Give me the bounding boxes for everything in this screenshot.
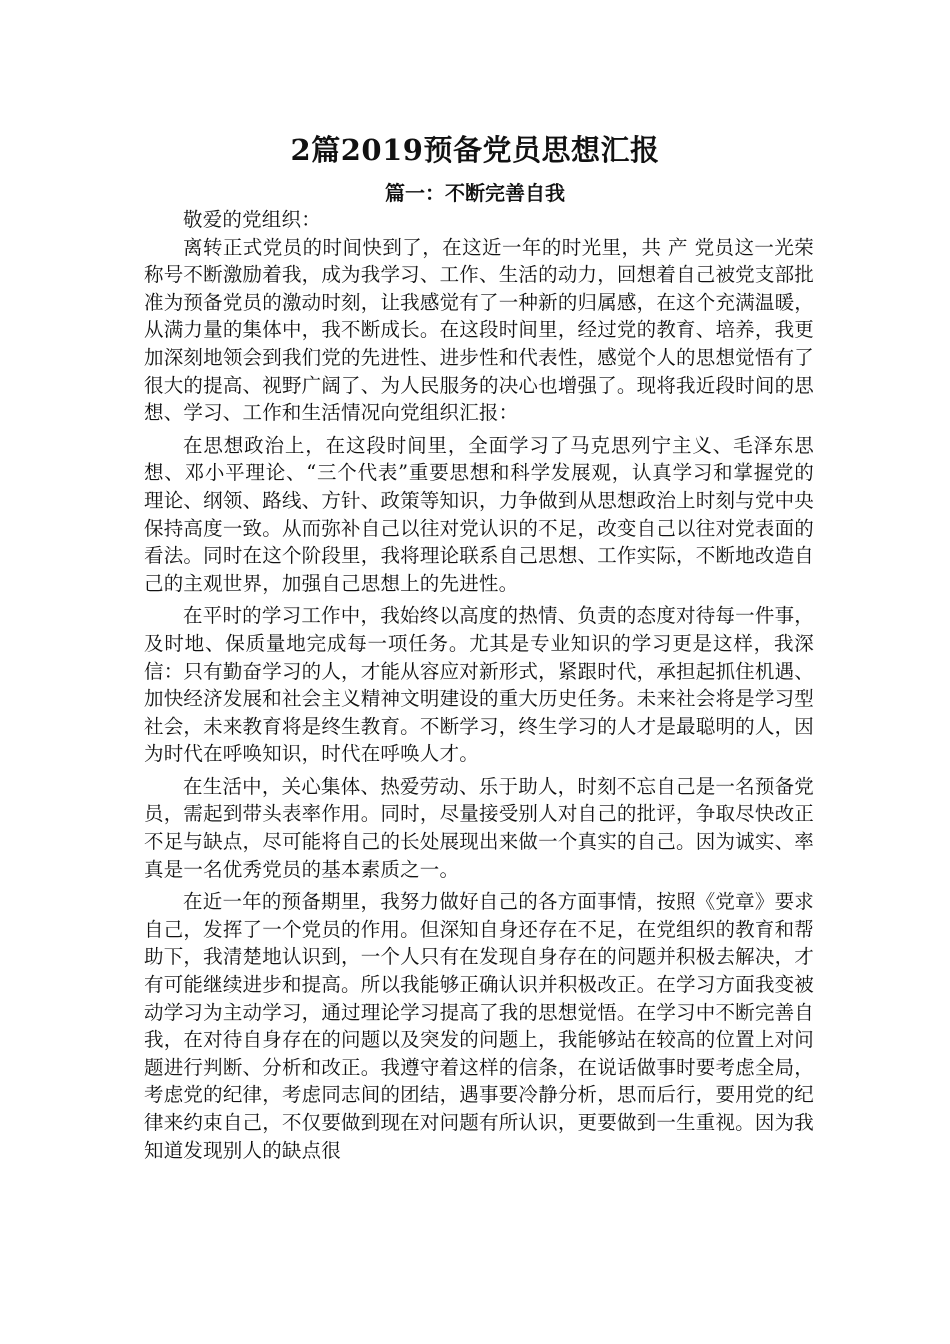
- body-paragraph: 在近一年的预备期里，我努力做好自己的各方面事情，按照《党章》要求自己，发挥了一个党员的作用。但深知自身还存在不足，在党组织的教育和帮助下，我清楚地认识到，一个人只有在发现自身存在的问题并积极去解决，才有可能继续进步和提高。所以我能够正确认识并积极改正。在学习方面我变被动学习为主动学习，通过理论学习提高了我的思想觉悟。在学习中不断完善自我，在对待自身存在的问题以及突发的问题上，我能够站在较高的位置上对问题进行判断、分析和改正。我遵守着这样的信条，在说话做事时要考虑全局，考虑党的纪律，考虑同志间的团结，遇事要冷静分析，思而后行，要用党的纪律来约束自己，不仅要做到现在对问题有所认识，更要做到一生重视。因为我知道发现别人的缺点很: [144, 890, 814, 1162]
- document-title: 2篇2019预备党员思想汇报: [290, 133, 660, 167]
- body-paragraph: 离转正式党员的时间快到了，在这近一年的时光里，共 产 党员这一光荣称号不断激励着我，成为我学习、工作、生活的动力，回想着自己被党支部批准为预备党员的激动时刻，让我感觉有了一种新的归属感，在这个充满温暖，从满力量的集体中，我不断成长。在这段时间里，经过党的教育、培养，我更加深刻地领会到我们党的先进性、进步性和代表性，感觉个人的思想觉悟有了很大的提高、视野广阔了、为人民服务的决心也增强了。现将我近段时间的思想、学习、工作和生活情况向党组织汇报：: [144, 235, 814, 425]
- body-paragraph: 在平时的学习工作中，我始终以高度的热情、负责的态度对待每一件事，及时地、保质量地完成每一项任务。尤其是专业知识的学习更是这样，我深信：只有勤奋学习的人，才能从容应对新形式，紧跟时代，承担起抓住机遇、加快经济发展和社会主义精神文明建设的重大历史任务。未来社会将是学习型社会，未来教育将是终生教育。不断学习，终生学习的人才是最聪明的人，因为时代在呼唤知识，时代在呼唤人才。: [144, 604, 814, 766]
- salutation: 敬爱的党组织：: [183, 208, 321, 231]
- section-heading: 篇一：不断完善自我: [385, 181, 565, 205]
- body-paragraph: 在生活中，关心集体、热爱劳动、乐于助人，时刻不忘自己是一名预备党员，需起到带头表率作用。同时，尽量接受别人对自己的批评，争取尽快改正不足与缺点，尽可能将自己的长处展现出来做一个真实的自己。因为诚实、率真是一名优秀党员的基本素质之一。: [144, 774, 814, 881]
- body-paragraph: 在思想政治上，在这段时间里，全面学习了马克思列宁主义、毛泽东思想、邓小平理论、“三个代表”重要思想和科学发展观，认真学习和掌握党的理论、纲领、路线、方针、政策等知识，力争做到从思想政治上时刻与党中央保持高度一致。从而弥补自己以往对党认识的不足，改变自己以往对党表面的看法。同时在这个阶段里，我将理论联系自己思想、工作实际，不断地改造自己的主观世界，加强自己思想上的先进性。: [144, 433, 814, 595]
- document-body: [144, 206, 814, 1169]
